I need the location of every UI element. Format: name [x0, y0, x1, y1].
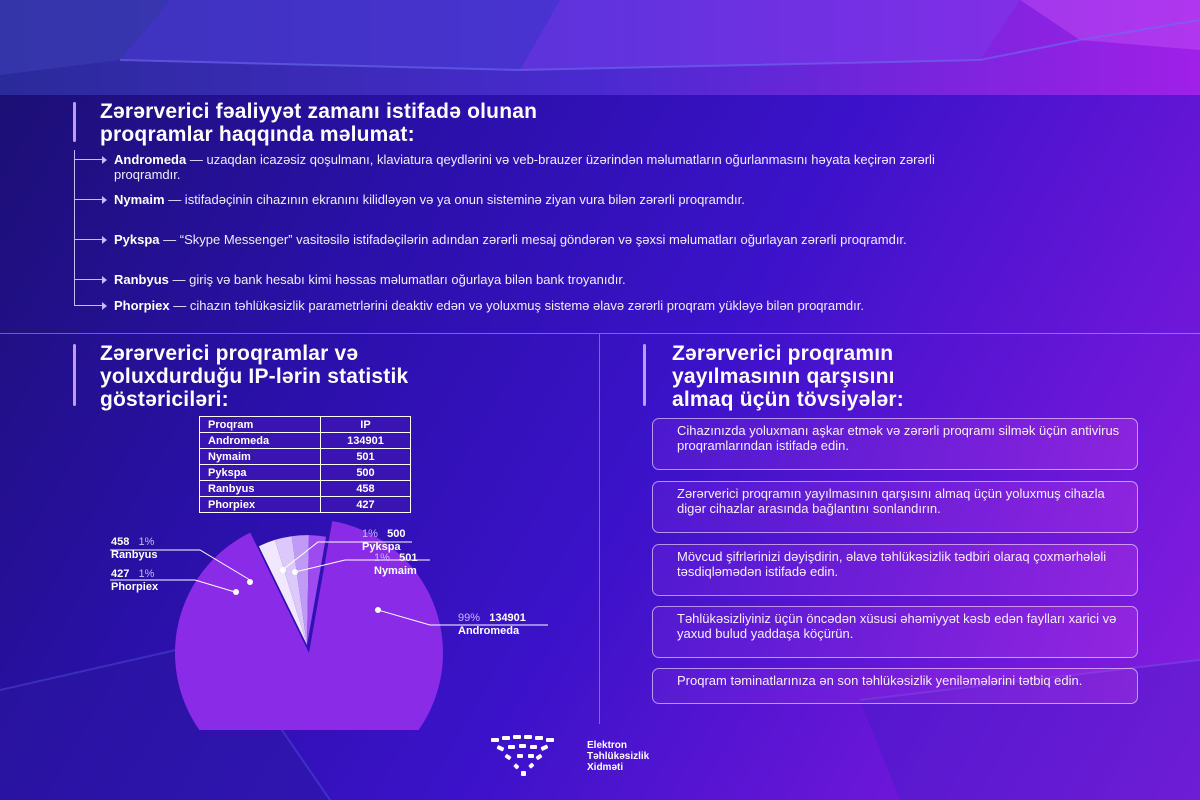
- tip-text: Proqram təminatlarınıza ən son təhlükəsizlik yeniləmələrini tətbiq edin.: [677, 673, 1083, 688]
- table-cell-ip: 427: [321, 497, 411, 513]
- program-description: — cihazın təhlükəsizlik parametrlərini deaktiv edən və yoluxmuş sistemə əlavə zərərli proqram yükləyə bilən proqramdır.: [169, 298, 864, 313]
- table-header-program: Proqram: [200, 417, 321, 433]
- pie-label-andromeda: [458, 612, 526, 638]
- program-name: Pykspa: [114, 232, 160, 247]
- program-description: — giriş və bank hesabı kimi həssas məlumatları oğurlaya bilən bank troyanıdır.: [168, 272, 626, 287]
- program-description: — istifadəçinin cihazının ekranını kilidləyən və ya onun sisteminə ziyan vura bilən zərərli proqramdır.: [164, 192, 745, 207]
- pie-label-pykspa: [362, 528, 405, 554]
- dot-pykspa: [280, 567, 286, 573]
- shield-logo-icon: [489, 734, 569, 778]
- pie-value-pykspa: 500: [387, 528, 406, 540]
- pie-label-ranbyus: [111, 536, 157, 562]
- pie-value-nymaim: 501: [399, 552, 418, 564]
- table-row: [200, 449, 411, 465]
- section-title-bar: [73, 102, 76, 142]
- program-description: — uzaqdan icazəsiz qoşulmanı, klaviatura qeydlərini və veb-brauzer üzərindən məlumatların oğurlanmasını həyata keçirən zərərli proqramdır.: [114, 152, 935, 182]
- dot-nymaim: [292, 569, 298, 575]
- pie-pct-andromeda: 99%: [458, 612, 481, 624]
- pie-name-ranbyus: Ranbyus: [111, 549, 158, 561]
- tip-text: Zərərverici proqramın yayılmasının qarşısını almaq üçün yoluxmuş cihazla digər cihazlar arasında bağlantını sonlandırın.: [677, 486, 1105, 516]
- list-dash: [74, 305, 104, 306]
- section2-title-line2: yoluxdurduğu IP-lərin statistik: [100, 365, 409, 388]
- table-row: [200, 497, 411, 513]
- program-name: Ranbyus: [114, 272, 169, 287]
- table-cell-program: Andromeda: [200, 433, 321, 449]
- pie-name-nymaim: Nymaim: [374, 565, 417, 577]
- table-row: [200, 433, 411, 449]
- tip-card: [652, 606, 1138, 658]
- section1-title-line2: proqramlar haqqında məlumat:: [100, 123, 415, 146]
- tip-card: [652, 481, 1138, 533]
- dot-andromeda: [375, 607, 381, 613]
- table-cell-program: Ranbyus: [200, 481, 321, 497]
- table-cell-program: Nymaim: [200, 449, 321, 465]
- pie-name-phorpiex: Phorpiex: [111, 581, 159, 593]
- pie-name-pykspa: Pykspa: [362, 541, 401, 553]
- program-name: Andromeda: [114, 152, 187, 167]
- table-row: [200, 465, 411, 481]
- pie-value-phorpiex: 427: [111, 568, 130, 580]
- list-dash: [74, 279, 104, 280]
- arrow-icon: [102, 302, 107, 310]
- org-name: [587, 740, 649, 773]
- tip-text: Mövcud şifrlərinizi dəyişdirin, əlavə təhlükəsizlik tədbiri olaraq çoxmərhələli təsdiqləmədən istifadə edin.: [677, 549, 1107, 579]
- pie-value-andromeda: 134901: [489, 612, 526, 624]
- section2-title-line1: Zərərverici proqramlar və: [100, 342, 359, 365]
- table-header-row: [200, 417, 411, 433]
- list-dash: [74, 159, 104, 160]
- pie-name-andromeda: Andromeda: [458, 625, 520, 637]
- program-description: — “Skype Messenger” vasitəsilə istifadəçilərin adından zərərli mesaj göndərən və şəxsi məlumatları oğurlayan zərərli proqramdır.: [159, 232, 907, 247]
- section2-title-line3: göstəriciləri:: [100, 388, 229, 411]
- pie-value-ranbyus: 458: [111, 536, 130, 548]
- horizontal-divider: [0, 333, 1200, 334]
- tip-card: [652, 418, 1138, 470]
- list-dash: [74, 199, 104, 200]
- list-dash: [74, 239, 104, 240]
- list-connector-line: [74, 150, 75, 306]
- section1-title-line1: Zərərverici fəaliyyət zamanı istifadə olunan: [100, 100, 538, 123]
- pie-pct-ranbyus: 1%: [138, 536, 155, 548]
- section3-title: [672, 342, 904, 411]
- section3-title-line1: Zərərverici proqramın: [672, 342, 894, 365]
- table-cell-ip: 134901: [321, 433, 411, 449]
- section-title-bar: [643, 344, 646, 406]
- dot-ranbyus: [247, 579, 253, 585]
- section3-title-line2: yayılmasının qarşısını: [672, 365, 895, 388]
- table-cell-ip: 500: [321, 465, 411, 481]
- dot-phorpiex: [233, 589, 239, 595]
- org-name-line1: Elektron: [587, 740, 628, 751]
- table-row: [200, 481, 411, 497]
- section-title-bar: [73, 344, 76, 406]
- section2-title: [100, 342, 408, 411]
- ip-stats-table: [199, 416, 411, 513]
- pie-pct-phorpiex: 1%: [138, 568, 155, 580]
- tip-card: [652, 544, 1138, 596]
- pie-pct-pykspa: 1%: [362, 528, 378, 540]
- pie-pct-nymaim: 1%: [374, 552, 390, 564]
- org-name-line2: Təhlükəsizlik: [587, 751, 650, 762]
- program-name: Phorpiex: [114, 298, 170, 313]
- arrow-icon: [102, 276, 107, 284]
- tip-text: Cihazınızda yoluxmanı aşkar etmək və zərərli proqramı silmək üçün antivirus proqramlarından istifadə edin.: [677, 423, 1120, 453]
- section3-title-line3: almaq üçün tövsiyələr:: [672, 388, 904, 411]
- pie-label-phorpiex: [111, 568, 158, 594]
- table-cell-ip: 501: [321, 449, 411, 465]
- table-cell-program: Phorpiex: [200, 497, 321, 513]
- table-cell-ip: 458: [321, 481, 411, 497]
- tip-card: [652, 668, 1138, 704]
- arrow-icon: [102, 156, 107, 164]
- table-header-ip: IP: [321, 417, 411, 433]
- program-name: Nymaim: [114, 192, 165, 207]
- org-name-line3: Xidməti: [587, 762, 624, 773]
- table-cell-program: Pykspa: [200, 465, 321, 481]
- section1-title: [100, 100, 537, 146]
- tip-text: Təhlükəsizliyiniz üçün öncədən xüsusi əhəmiyyət kəsb edən faylları xarici və yaxud bulud yaddaşa köçürün.: [677, 611, 1117, 641]
- arrow-icon: [102, 196, 107, 204]
- pie-label-nymaim: [374, 552, 417, 578]
- arrow-icon: [102, 236, 107, 244]
